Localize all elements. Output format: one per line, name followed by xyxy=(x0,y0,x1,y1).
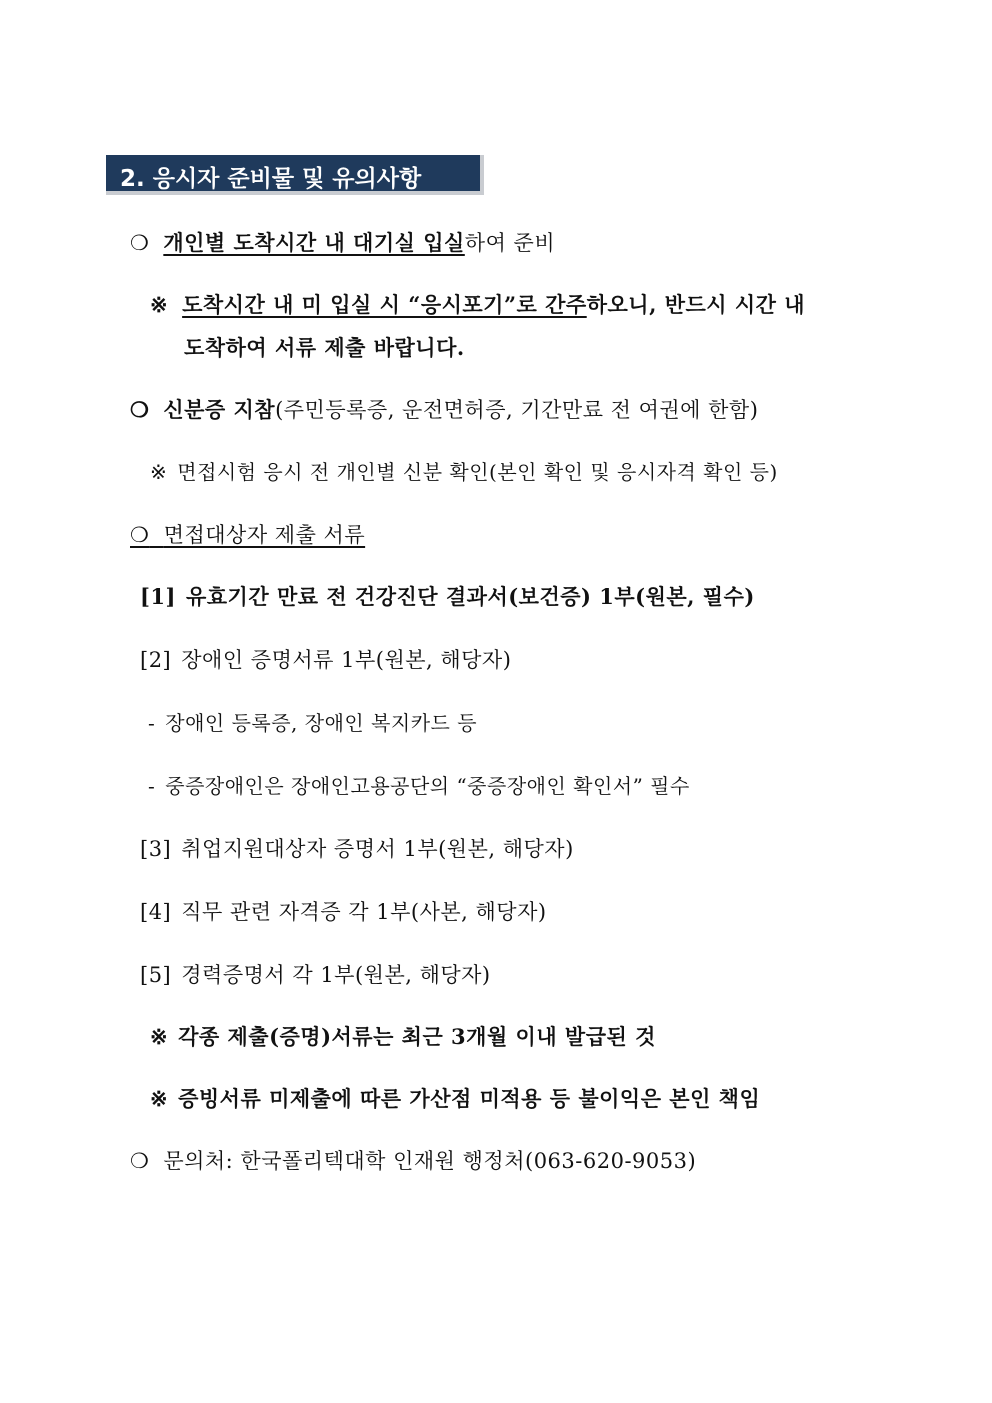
document-note xyxy=(150,1085,760,1113)
id-card-main-bold: 신분증 지참 xyxy=(163,397,276,422)
document-item-text: 유효기간 만료 전 건강진단 결과서(보건증) 1부(원본, 필수) xyxy=(185,584,755,609)
arrival-note-rest: 하오니, 반드시 시간 내 xyxy=(586,292,806,317)
dash-bullet: - xyxy=(148,711,156,735)
document-sub-item-text: 장애인 등록증, 장애인 복지카드 등 xyxy=(165,711,478,735)
document-item xyxy=(140,961,491,989)
document-note xyxy=(150,1023,656,1051)
document-item-num: [5] xyxy=(140,963,172,987)
id-card-note xyxy=(150,458,778,486)
document-item-num: [2] xyxy=(140,648,172,672)
document-sub-item-text: 중증장애인은 장애인고용공단의 “중증장애인 확인서” 필수 xyxy=(165,774,690,798)
id-card-item xyxy=(130,396,758,424)
note-mark: ※ xyxy=(150,292,169,317)
arrival-item xyxy=(130,229,555,257)
arrival-note-line2: 도착하여 서류 제출 바랍니다. xyxy=(184,335,465,360)
arrival-main-rest: 하여 준비 xyxy=(464,231,556,255)
circle-bullet: ❍ xyxy=(130,523,150,547)
circle-bullet: ❍ xyxy=(130,1149,150,1173)
contact-text: 문의처: 한국폴리텍대학 인재원 행정처(063-620-9053) xyxy=(163,1149,697,1173)
arrival-note-underlined: 도착시간 내 미 입실 시 “응시포기”로 간주 xyxy=(182,292,587,317)
document-item xyxy=(140,583,755,611)
id-card-main-rest: (주민등록증, 운전면허증, 기간만료 전 여권에 한함) xyxy=(275,398,759,422)
document-item-text: 취업지원대상자 증명서 1부(원본, 해당자) xyxy=(181,837,574,861)
circle-bullet: ❍ xyxy=(130,231,150,255)
note-mark: ※ xyxy=(150,460,168,484)
document-item-text: 장애인 증명서류 1부(원본, 해당자) xyxy=(181,648,512,672)
dash-bullet: - xyxy=(148,774,156,798)
document-item xyxy=(140,646,511,674)
note-mark: ※ xyxy=(150,1024,169,1049)
note-mark: ※ xyxy=(150,1086,169,1111)
document-note-text: 증빙서류 미제출에 따른 가산점 미적용 등 불이익은 본인 책임 xyxy=(178,1086,761,1111)
arrival-main-underlined: 개인별 도착시간 내 대기실 입실 xyxy=(163,230,465,255)
document-item-num: [4] xyxy=(140,900,172,924)
document-note-text: 각종 제출(증명)서류는 최근 3개월 이내 발급된 것 xyxy=(178,1024,656,1049)
document-item xyxy=(140,835,574,863)
circle-bullet: ❍ xyxy=(130,397,150,422)
document-item-num: [1] xyxy=(140,584,176,609)
section-title: 2. 응시자 준비물 및 유의사항 xyxy=(120,166,422,192)
document-sub-item xyxy=(148,709,477,737)
contact-line xyxy=(130,1147,696,1175)
arrival-note xyxy=(150,291,805,319)
document-sub-item xyxy=(148,772,690,800)
id-card-note-text: 면접시험 응시 전 개인별 신분 확인(본인 확인 및 응시자격 확인 등) xyxy=(177,460,778,484)
document-item xyxy=(140,898,547,926)
document-item-text: 경력증명서 각 1부(원본, 해당자) xyxy=(181,963,491,987)
documents-title: 면접대상자 제출 서류 xyxy=(163,523,366,547)
document-item-num: [3] xyxy=(140,837,172,861)
document-item-text: 직무 관련 자격증 각 1부(사본, 해당자) xyxy=(181,900,547,924)
section-heading-box xyxy=(106,155,484,195)
documents-title-line xyxy=(130,521,365,549)
